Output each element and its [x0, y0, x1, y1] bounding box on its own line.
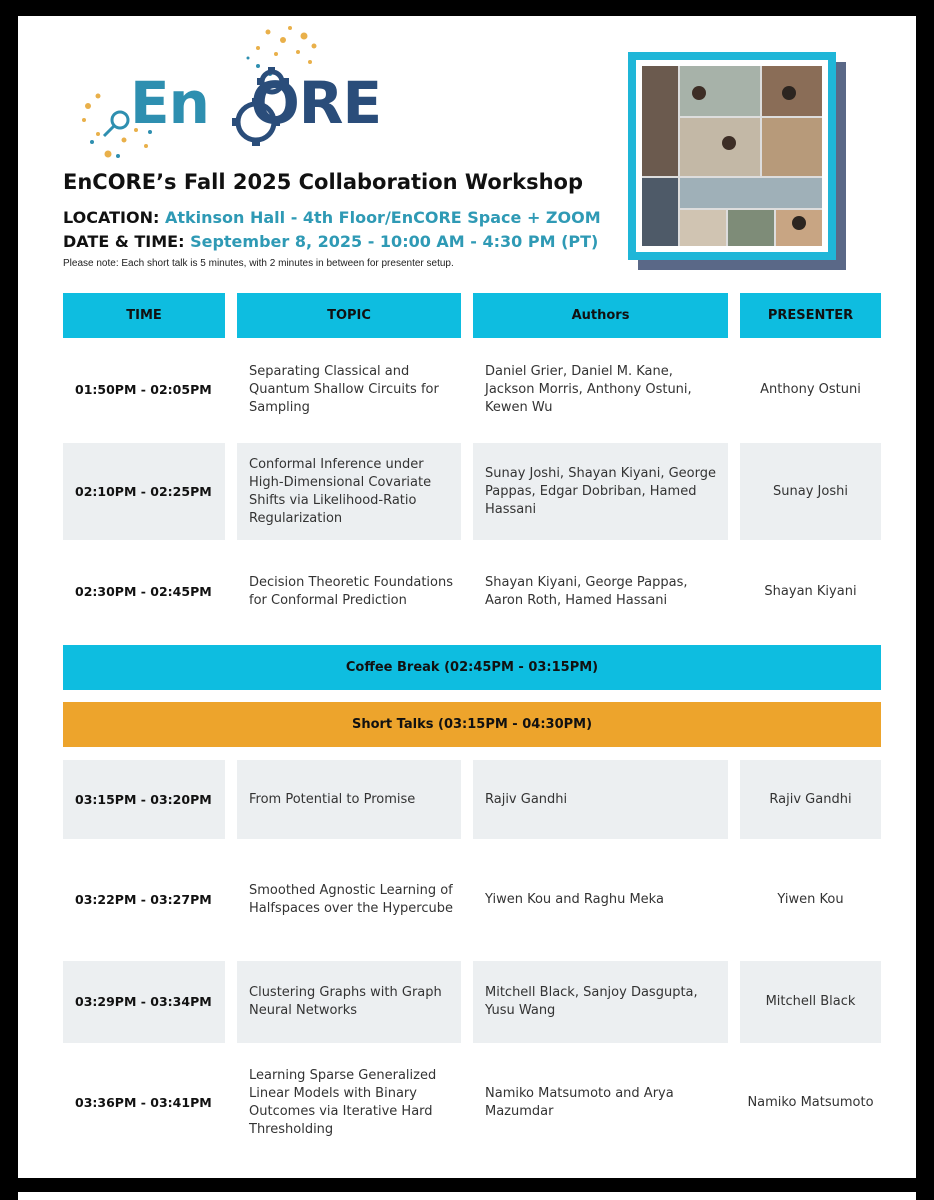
short-row-4-time: 03:36PM - 03:41PM: [75, 1095, 212, 1110]
short-row-4-authors: Namiko Matsumoto and Arya Mazumdar: [485, 1086, 674, 1119]
page-title: EnCORE’s Fall 2025 Collaboration Workshop: [63, 170, 584, 194]
row-2-topic: Conformal Inference under High-Dimensional Covariate Shifts via Likelihood-Ratio Regularization: [237, 443, 461, 540]
datetime-value: September 8, 2025 - 10:00 AM - 4:30 PM (PT): [190, 232, 599, 251]
row-2-authors: Sunay Joshi, Shayan Kiyani, George Pappas, Edgar Dobriban, Hamed Hassani: [473, 443, 728, 540]
row-2-time: 02:10PM - 02:25PM: [63, 443, 225, 540]
location-value: Atkinson Hall - 4th Floor/EnCORE Space + ZOOM: [164, 208, 601, 227]
short-row-1-presenter: Rajiv Gandhi: [740, 760, 881, 839]
short-row-4-topic: Learning Sparse Generalized Linear Models with Binary Outcomes via Iterative Hard Thresholding: [249, 1068, 437, 1137]
workshop-flyer: [18, 16, 916, 1178]
encore-logo: [58, 22, 382, 172]
short-row-3-authors: Mitchell Black, Sanjoy Dasgupta, Yusu Wang: [473, 961, 728, 1043]
next-page-edge: [18, 1192, 916, 1200]
row-1-presenter: Anthony Ostuni: [760, 382, 861, 397]
datetime-label: DATE & TIME:: [63, 232, 185, 251]
short-row-3-topic: Clustering Graphs with Graph Neural Networks: [237, 961, 461, 1043]
row-1-topic: Separating Classical and Quantum Shallow Circuits for Sampling: [249, 364, 439, 415]
datetime-line: [63, 232, 598, 251]
header-presenter: PRESENTER: [740, 293, 881, 338]
short-row-2-time: 03:22PM - 03:27PM: [75, 892, 212, 907]
short-talks-banner: Short Talks (03:15PM - 04:30PM): [63, 702, 881, 747]
location-label: LOCATION:: [63, 208, 160, 227]
setup-note: Please note: Each short talk is 5 minutes, with 2 minutes in between for presenter setup.: [63, 258, 454, 269]
row-1-time: 01:50PM - 02:05PM: [75, 382, 212, 397]
short-row-1-authors: Rajiv Gandhi: [473, 760, 728, 839]
location-line: [63, 208, 601, 227]
collage-image: [642, 66, 822, 246]
short-row-3-presenter: Mitchell Black: [740, 961, 881, 1043]
logo-wordmark: En ORE: [130, 69, 382, 137]
row-3-authors: Shayan Kiyani, George Pappas, Aaron Roth, Hamed Hassani: [485, 575, 688, 608]
short-row-1-time: 03:15PM - 03:20PM: [63, 760, 225, 839]
row-2-presenter: Sunay Joshi: [740, 443, 881, 540]
row-3-presenter: Shayan Kiyani: [764, 584, 857, 599]
header-topic: TOPIC: [237, 293, 461, 338]
short-row-4-presenter: Namiko Matsumoto: [747, 1095, 874, 1110]
row-3-topic: Decision Theoretic Foundations for Conformal Prediction: [249, 575, 453, 608]
collage-frame: [628, 52, 836, 260]
photo-collage: [628, 52, 848, 272]
row-3-time: 02:30PM - 02:45PM: [75, 584, 212, 599]
short-row-3-time: 03:29PM - 03:34PM: [63, 961, 225, 1043]
row-1-authors: Daniel Grier, Daniel M. Kane, Jackson Morris, Anthony Ostuni, Kewen Wu: [485, 364, 692, 415]
short-row-2-authors: Yiwen Kou and Raghu Meka: [485, 892, 664, 907]
short-row-2-presenter: Yiwen Kou: [777, 892, 844, 907]
short-row-1-topic: From Potential to Promise: [237, 760, 461, 839]
header-time: TIME: [63, 293, 225, 338]
short-row-2-topic: Smoothed Agnostic Learning of Halfspaces over the Hypercube: [249, 883, 453, 916]
coffee-break-banner: Coffee Break (02:45PM - 03:15PM): [63, 645, 881, 690]
header-authors: Authors: [473, 293, 728, 338]
